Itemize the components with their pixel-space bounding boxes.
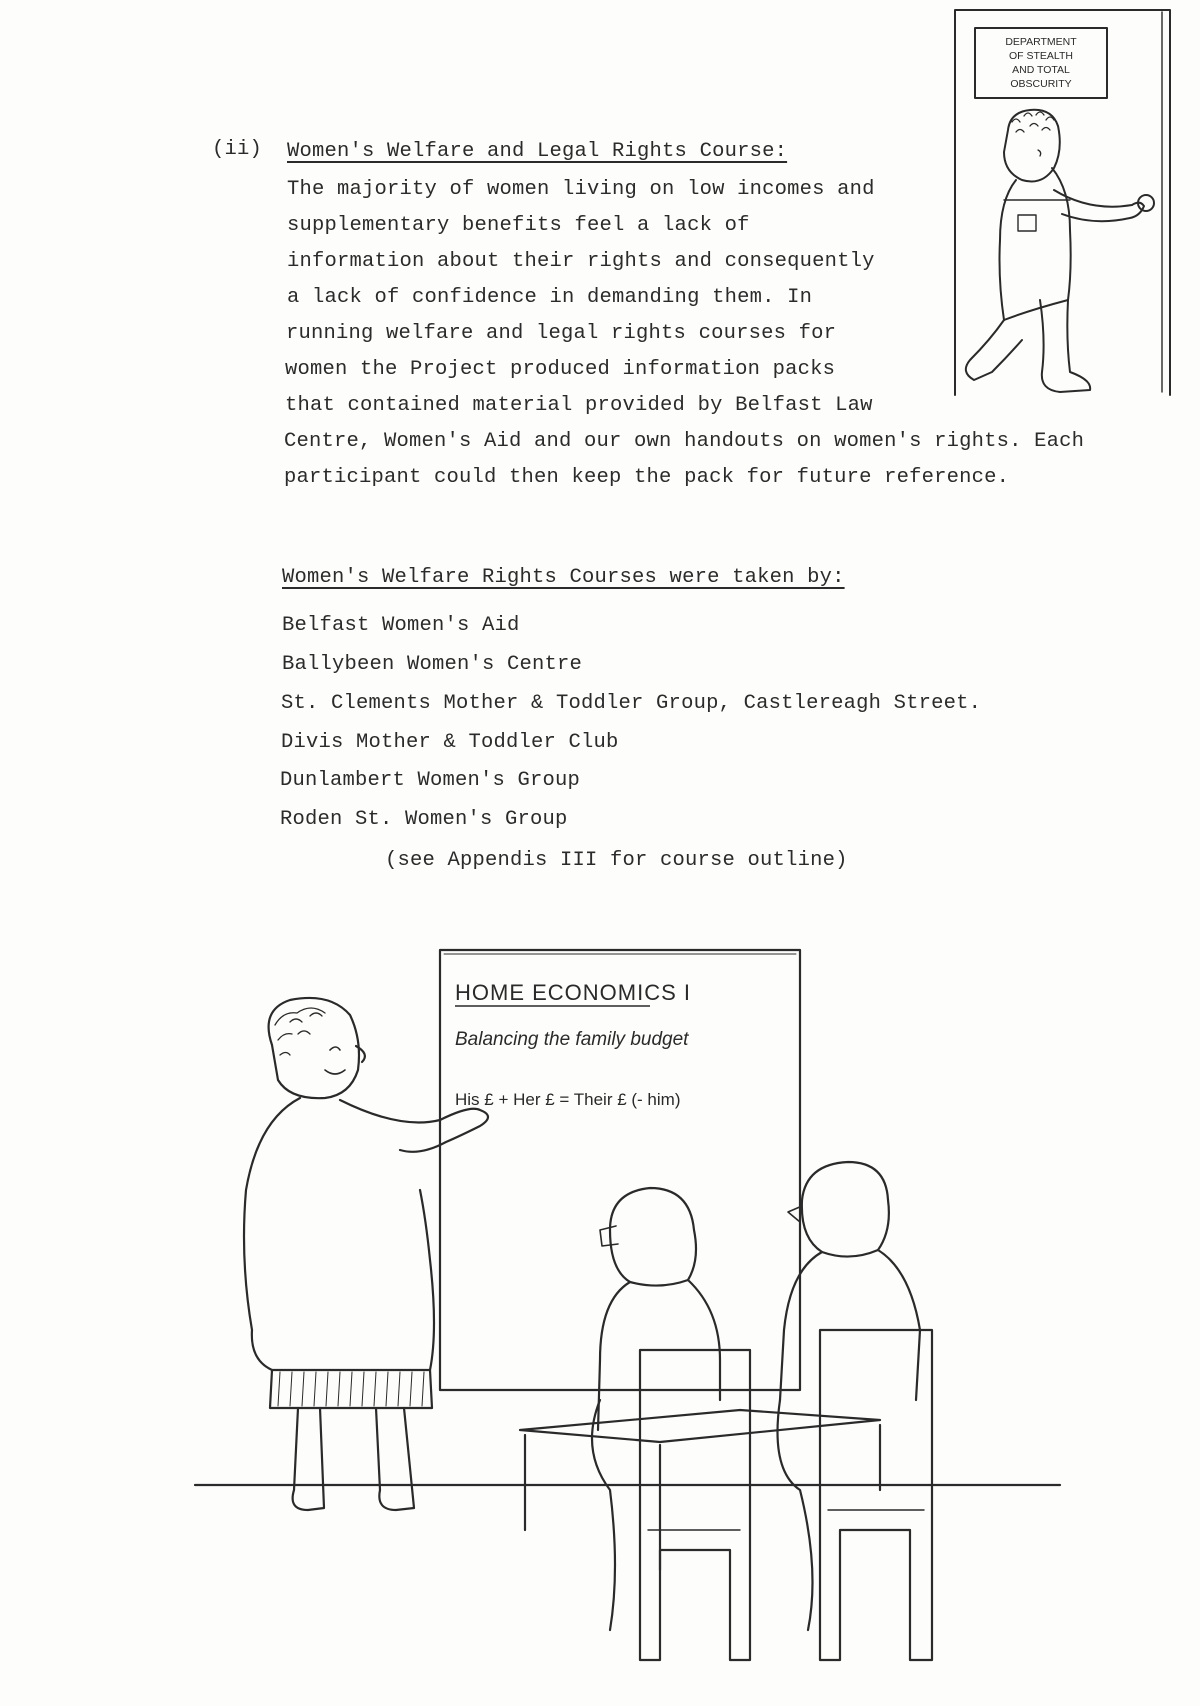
blackboard [440,950,800,1390]
list-item: St. Clements Mother & Toddler Group, Castlereagh Street. [281,692,982,715]
blackboard-title: HOME ECONOMICS I [455,980,692,1005]
list-item: Divis Mother & Toddler Club [281,731,619,754]
door-sign-text [1005,36,1077,90]
section-number: (ii) [212,138,263,161]
sign-line: OBSCURITY [1010,78,1072,90]
blackboard-subtitle: Balancing the family budget [455,1029,689,1050]
list-item: Belfast Women's Aid [282,614,520,637]
paragraph-line: running welfare and legal rights courses for [286,322,837,345]
blackboard-writing [455,980,691,1109]
student-table [520,1410,880,1442]
blackboard-equation: His £ + Her £ = Their £ (- him) [455,1090,681,1109]
sign-line: OF STEALTH [1009,50,1073,62]
sign-line: AND TOTAL [1012,64,1070,76]
paragraph-line: information about their rights and consequently [287,250,875,273]
classroom-cartoon [180,930,1080,1690]
section-heading: Women's Welfare and Legal Rights Course: [287,140,788,163]
paragraph-line: women the Project produced information packs [285,358,836,381]
paragraph-line: supplementary benefits feel a lack of [287,214,750,237]
sign-line: DEPARTMENT [1005,36,1077,48]
door-cartoon [930,0,1195,410]
paragraph-line: The majority of women living on low incomes and [287,178,875,201]
appendix-note: (see Appendis III for course outline) [385,849,848,872]
paragraph-line: Centre, Women's Aid and our own handouts on women's rights. Each [284,430,1085,453]
student-two [778,1162,921,1630]
paragraph-line: participant could then keep the pack for future reference. [284,466,1010,489]
man-back [1000,180,1017,320]
chair-one [640,1350,750,1660]
paragraph-line: a lack of confidence in demanding them. In [287,286,813,309]
list-item: Ballybeen Women's Centre [282,653,583,676]
list-item: Dunlambert Women's Group [280,769,581,792]
courses-heading: Women's Welfare Rights Courses were taken by: [282,566,845,589]
teacher-figure [244,998,488,1510]
paragraph-line: that contained material provided by Belfast Law [285,394,873,417]
chair-two [820,1330,932,1660]
list-item: Roden St. Women's Group [280,808,568,831]
student-one [592,1188,720,1630]
